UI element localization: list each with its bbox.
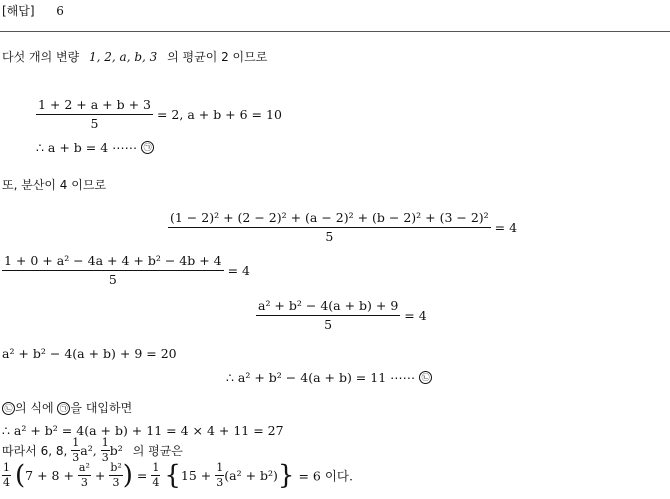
- final-equation: [2, 462, 353, 489]
- b-squared-num: b²: [110, 461, 122, 474]
- mean-line-prefix: 따라서 6, 8,: [2, 444, 68, 458]
- quarter-1-den: 4: [3, 476, 10, 489]
- variance-rhs: = 4: [494, 220, 518, 235]
- b-squared-den: 3: [112, 476, 120, 489]
- equals-sign: =: [136, 468, 148, 483]
- a-squared-num: a²: [78, 461, 90, 474]
- brace-inner-b: (a² + b²): [224, 468, 278, 483]
- inner-sum-a: 7 + 8 +: [25, 468, 74, 483]
- coef-b-num: 1: [101, 436, 109, 449]
- simplified-rhs: = 4: [404, 308, 427, 323]
- header-answer: 6: [56, 4, 64, 18]
- coef-fraction-b: [101, 437, 110, 464]
- intro-prefix: 다섯 개의 변량: [2, 50, 80, 64]
- expanded-fraction: [2, 254, 224, 287]
- square-sum-equation: ∴ a² + b² = 4(a + b) + 11 = 4 × 4 + 11 = 27: [2, 423, 284, 438]
- right-brace: }: [277, 460, 295, 491]
- mean-equation: [36, 98, 282, 131]
- mean-rhs: = 2, a + b + 6 = 10: [156, 107, 282, 122]
- b-squared-fraction: [109, 462, 122, 489]
- header-divider: [0, 31, 670, 32]
- mean-line: [2, 437, 183, 464]
- inner-plus: +: [94, 468, 106, 483]
- substitute-suffix: 을 대입하면: [70, 401, 133, 415]
- circled-mark-2: ㉡: [419, 371, 432, 384]
- simplified-denominator: 5: [324, 317, 333, 332]
- intro-suffix: 의 평균이 2 이므로: [167, 50, 268, 64]
- quarter-fraction-1: [2, 462, 11, 489]
- simplified-equation: [256, 299, 427, 332]
- coef-a-var: a²,: [80, 443, 97, 458]
- expanded-equation: [2, 254, 250, 287]
- quarter-2-num: 1: [152, 461, 160, 474]
- substitute-line: [2, 399, 132, 416]
- variance-fraction: [168, 211, 491, 244]
- simplified-fraction: [256, 299, 400, 332]
- coef-b-den: 3: [101, 451, 109, 464]
- variance-equation: [168, 211, 517, 244]
- header-label: [해답]: [2, 4, 35, 18]
- quarter-2-den: 4: [152, 476, 160, 489]
- substitute-middle: 의 식에: [15, 401, 54, 415]
- mean-line-suffix: 의 평균은: [132, 444, 183, 458]
- expanded-denominator: 5: [108, 272, 117, 287]
- sum-equation: [36, 139, 154, 155]
- mean-fraction: [36, 98, 153, 131]
- third-den: 3: [216, 476, 224, 489]
- mean-denominator: 5: [90, 116, 99, 131]
- header: [2, 2, 64, 19]
- coef-a-num: 1: [72, 436, 80, 449]
- a-squared-fraction: [78, 462, 91, 489]
- simplified-numerator: a² + b² − 4(a + b) + 9: [256, 299, 400, 316]
- coef-b-var: b²: [109, 443, 123, 458]
- circled-mark-3: ㉡: [2, 402, 15, 415]
- third-fraction: [215, 462, 224, 489]
- cleared-equation: a² + b² − 4(a + b) + 9 = 20: [2, 346, 177, 361]
- expanded-numerator: 1 + 0 + a² − 4a + 4 + b² − 4b + 4: [2, 254, 224, 271]
- left-brace: {: [164, 460, 181, 491]
- circled-mark-4: ㉠: [57, 402, 70, 415]
- sum-text: ∴ a + b = 4 ⋯⋯: [36, 140, 138, 155]
- circled-mark-1: ㉠: [141, 141, 154, 154]
- final-result: = 6 이다.: [298, 468, 353, 484]
- variance-intro: 또, 분산이 4 이므로: [2, 178, 107, 192]
- coef-fraction-a: [71, 437, 80, 464]
- right-paren: ): [122, 460, 133, 491]
- quarter-fraction-2: [151, 462, 160, 489]
- result-equation: [226, 369, 432, 385]
- result-text: ∴ a² + b² − 4(a + b) = 11 ⋯⋯: [226, 370, 416, 385]
- variance-denominator: 5: [325, 229, 334, 244]
- expanded-rhs: = 4: [227, 263, 250, 278]
- brace-inner-a: 15 +: [180, 468, 212, 483]
- third-num: 1: [216, 461, 224, 474]
- variance-numerator: (1 − 2)² + (2 − 2)² + (a − 2)² + (b − 2)² + (3 − 2)²: [168, 211, 491, 228]
- intro-line: [2, 48, 267, 65]
- intro-values: 1, 2, a, b, 3: [89, 50, 158, 64]
- a-squared-den: 3: [80, 476, 88, 489]
- left-paren: (: [14, 460, 26, 491]
- coef-a-den: 3: [72, 451, 80, 464]
- mean-numerator: 1 + 2 + a + b + 3: [36, 98, 153, 115]
- quarter-1-num: 1: [3, 461, 10, 474]
